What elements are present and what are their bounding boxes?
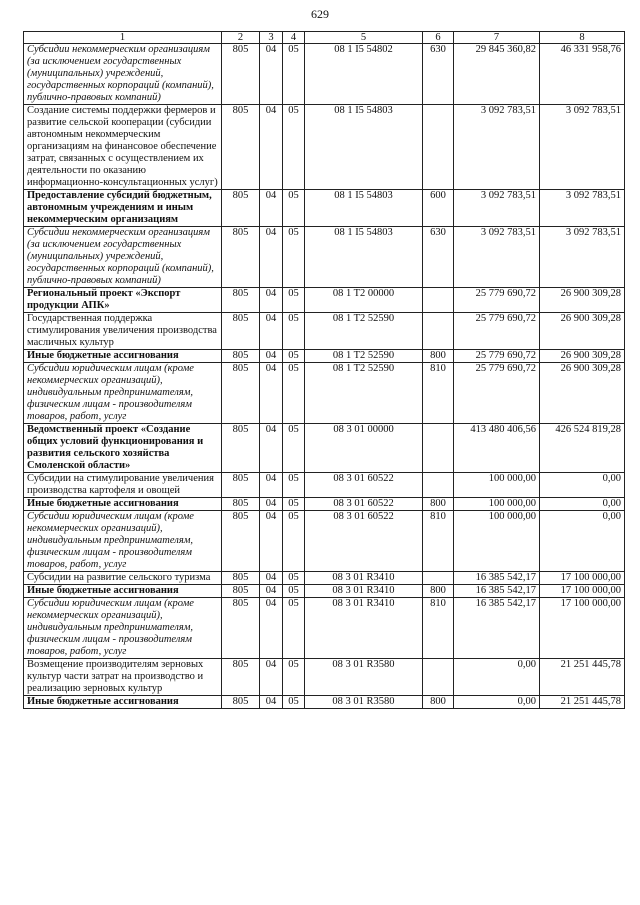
header-row bbox=[24, 32, 625, 44]
section-code-cell: 04 bbox=[260, 190, 283, 227]
item-name-cell: Региональный проект «Экспорт продукции АПК» bbox=[24, 288, 222, 313]
section-code-cell: 04 bbox=[260, 585, 283, 598]
table-row bbox=[24, 105, 625, 190]
target-article-cell: 08 1 I5 54803 bbox=[305, 227, 423, 288]
amount-year-2-cell: 17 100 000,00 bbox=[540, 585, 625, 598]
item-name-cell: Предоставление субсидий бюджетным, автономным учреждениям и иным некоммерческим организациям bbox=[24, 190, 222, 227]
table-row bbox=[24, 190, 625, 227]
subsection-code-cell: 05 bbox=[283, 511, 305, 572]
item-name-cell: Иные бюджетные ассигнования bbox=[24, 350, 222, 363]
amount-year-1-cell: 25 779 690,72 bbox=[454, 288, 540, 313]
amount-year-1-cell: 16 385 542,17 bbox=[454, 572, 540, 585]
table-row bbox=[24, 498, 625, 511]
admin-code-cell: 805 bbox=[222, 105, 260, 190]
amount-year-1-cell: 16 385 542,17 bbox=[454, 585, 540, 598]
amount-year-1-cell: 3 092 783,51 bbox=[454, 190, 540, 227]
amount-year-2-cell: 26 900 309,28 bbox=[540, 288, 625, 313]
header-cell: 4 bbox=[283, 32, 305, 44]
subsection-code-cell: 05 bbox=[283, 498, 305, 511]
target-article-cell: 08 3 01 R3580 bbox=[305, 659, 423, 696]
amount-year-2-cell: 3 092 783,51 bbox=[540, 190, 625, 227]
admin-code-cell: 805 bbox=[222, 585, 260, 598]
expense-type-cell: 810 bbox=[423, 511, 454, 572]
header-cell: 8 bbox=[540, 32, 625, 44]
section-code-cell: 04 bbox=[260, 44, 283, 105]
amount-year-1-cell: 0,00 bbox=[454, 659, 540, 696]
amount-year-2-cell: 26 900 309,28 bbox=[540, 350, 625, 363]
expense-type-cell bbox=[423, 659, 454, 696]
admin-code-cell: 805 bbox=[222, 598, 260, 659]
table-row bbox=[24, 227, 625, 288]
admin-code-cell: 805 bbox=[222, 350, 260, 363]
section-code-cell: 04 bbox=[260, 105, 283, 190]
expense-type-cell: 810 bbox=[423, 363, 454, 424]
expense-type-cell: 810 bbox=[423, 598, 454, 659]
section-code-cell: 04 bbox=[260, 572, 283, 585]
table-row bbox=[24, 350, 625, 363]
table-row bbox=[24, 598, 625, 659]
admin-code-cell: 805 bbox=[222, 659, 260, 696]
target-article-cell: 08 1 T2 52590 bbox=[305, 313, 423, 350]
header-cell: 2 bbox=[222, 32, 260, 44]
amount-year-2-cell: 17 100 000,00 bbox=[540, 598, 625, 659]
amount-year-1-cell: 100 000,00 bbox=[454, 473, 540, 498]
subsection-code-cell: 05 bbox=[283, 424, 305, 473]
admin-code-cell: 805 bbox=[222, 363, 260, 424]
section-code-cell: 04 bbox=[260, 696, 283, 709]
section-code-cell: 04 bbox=[260, 227, 283, 288]
amount-year-2-cell: 0,00 bbox=[540, 473, 625, 498]
admin-code-cell: 805 bbox=[222, 227, 260, 288]
admin-code-cell: 805 bbox=[222, 190, 260, 227]
header-cell: 1 bbox=[24, 32, 222, 44]
subsection-code-cell: 05 bbox=[283, 598, 305, 659]
amount-year-1-cell: 100 000,00 bbox=[454, 498, 540, 511]
table-row bbox=[24, 473, 625, 498]
admin-code-cell: 805 bbox=[222, 44, 260, 105]
target-article-cell: 08 1 T2 52590 bbox=[305, 363, 423, 424]
table-row bbox=[24, 363, 625, 424]
expense-type-cell: 800 bbox=[423, 696, 454, 709]
subsection-code-cell: 05 bbox=[283, 313, 305, 350]
table-row bbox=[24, 696, 625, 709]
expense-type-cell bbox=[423, 105, 454, 190]
item-name-cell: Иные бюджетные ассигнования bbox=[24, 585, 222, 598]
table-row bbox=[24, 659, 625, 696]
header-cell: 3 bbox=[260, 32, 283, 44]
section-code-cell: 04 bbox=[260, 313, 283, 350]
expense-type-cell bbox=[423, 288, 454, 313]
item-name-cell: Субсидии юридическим лицам (кроме некоммерческих организаций), индивидуальным предпринимателям, физическим лицам - производителям товаров, работ, услуг bbox=[24, 363, 222, 424]
section-code-cell: 04 bbox=[260, 473, 283, 498]
admin-code-cell: 805 bbox=[222, 313, 260, 350]
target-article-cell: 08 3 01 00000 bbox=[305, 424, 423, 473]
admin-code-cell: 805 bbox=[222, 572, 260, 585]
admin-code-cell: 805 bbox=[222, 511, 260, 572]
subsection-code-cell: 05 bbox=[283, 585, 305, 598]
admin-code-cell: 805 bbox=[222, 696, 260, 709]
header-cell: 7 bbox=[454, 32, 540, 44]
section-code-cell: 04 bbox=[260, 363, 283, 424]
amount-year-1-cell: 413 480 406,56 bbox=[454, 424, 540, 473]
table-row bbox=[24, 288, 625, 313]
item-name-cell: Государственная поддержка стимулирования увеличения производства масличных культур bbox=[24, 313, 222, 350]
target-article-cell: 08 3 01 60522 bbox=[305, 498, 423, 511]
admin-code-cell: 805 bbox=[222, 473, 260, 498]
header-cell: 5 bbox=[305, 32, 423, 44]
amount-year-2-cell: 3 092 783,51 bbox=[540, 227, 625, 288]
item-name-cell: Субсидии некоммерческим организациям (за исключением государственных (муниципальных) учреждений, государственных корпораций (компаний), публично-правовых компаний) bbox=[24, 44, 222, 105]
amount-year-1-cell: 25 779 690,72 bbox=[454, 313, 540, 350]
expense-type-cell: 800 bbox=[423, 585, 454, 598]
amount-year-1-cell: 100 000,00 bbox=[454, 511, 540, 572]
item-name-cell: Субсидии некоммерческим организациям (за исключением государственных (муниципальных) учреждений, государственных корпораций (компаний), публично-правовых компаний) bbox=[24, 227, 222, 288]
admin-code-cell: 805 bbox=[222, 498, 260, 511]
amount-year-2-cell: 3 092 783,51 bbox=[540, 105, 625, 190]
subsection-code-cell: 05 bbox=[283, 105, 305, 190]
amount-year-1-cell: 16 385 542,17 bbox=[454, 598, 540, 659]
admin-code-cell: 805 bbox=[222, 288, 260, 313]
subsection-code-cell: 05 bbox=[283, 572, 305, 585]
section-code-cell: 04 bbox=[260, 350, 283, 363]
subsection-code-cell: 05 bbox=[283, 363, 305, 424]
amount-year-2-cell: 46 331 958,76 bbox=[540, 44, 625, 105]
target-article-cell: 08 1 I5 54802 bbox=[305, 44, 423, 105]
amount-year-2-cell: 0,00 bbox=[540, 511, 625, 572]
amount-year-2-cell: 426 524 819,28 bbox=[540, 424, 625, 473]
budget-table bbox=[23, 31, 625, 709]
subsection-code-cell: 05 bbox=[283, 227, 305, 288]
expense-type-cell: 630 bbox=[423, 44, 454, 105]
item-name-cell: Субсидии юридическим лицам (кроме некоммерческих организаций), индивидуальным предпринимателям, физическим лицам - производителям товаров, работ, услуг bbox=[24, 598, 222, 659]
table-row bbox=[24, 585, 625, 598]
header-cell: 6 bbox=[423, 32, 454, 44]
target-article-cell: 08 1 I5 54803 bbox=[305, 190, 423, 227]
subsection-code-cell: 05 bbox=[283, 696, 305, 709]
item-name-cell: Создание системы поддержки фермеров и развитие сельской кооперации (субсидии автономным некоммерческим организациям на финансовое обеспечение затрат, связанных с осуществлением их деятельности по оказанию информационно-консультационных услуг) bbox=[24, 105, 222, 190]
section-code-cell: 04 bbox=[260, 498, 283, 511]
section-code-cell: 04 bbox=[260, 424, 283, 473]
table-row bbox=[24, 424, 625, 473]
section-code-cell: 04 bbox=[260, 598, 283, 659]
subsection-code-cell: 05 bbox=[283, 350, 305, 363]
amount-year-1-cell: 3 092 783,51 bbox=[454, 105, 540, 190]
table-row bbox=[24, 511, 625, 572]
amount-year-1-cell: 29 845 360,82 bbox=[454, 44, 540, 105]
subsection-code-cell: 05 bbox=[283, 190, 305, 227]
item-name-cell: Возмещение производителям зерновых культур части затрат на производство и реализацию зерновых культур bbox=[24, 659, 222, 696]
target-article-cell: 08 1 T2 00000 bbox=[305, 288, 423, 313]
subsection-code-cell: 05 bbox=[283, 44, 305, 105]
amount-year-2-cell: 26 900 309,28 bbox=[540, 363, 625, 424]
subsection-code-cell: 05 bbox=[283, 288, 305, 313]
expense-type-cell bbox=[423, 313, 454, 350]
item-name-cell: Субсидии на развитие сельского туризма bbox=[24, 572, 222, 585]
amount-year-2-cell: 21 251 445,78 bbox=[540, 659, 625, 696]
expense-type-cell: 630 bbox=[423, 227, 454, 288]
expense-type-cell: 800 bbox=[423, 498, 454, 511]
amount-year-2-cell: 17 100 000,00 bbox=[540, 572, 625, 585]
expense-type-cell: 600 bbox=[423, 190, 454, 227]
item-name-cell: Субсидии юридическим лицам (кроме некоммерческих организаций), индивидуальным предпринимателям, физическим лицам - производителям товаров, работ, услуг bbox=[24, 511, 222, 572]
subsection-code-cell: 05 bbox=[283, 659, 305, 696]
table-row bbox=[24, 313, 625, 350]
expense-type-cell: 800 bbox=[423, 350, 454, 363]
page-number: 629 bbox=[311, 7, 329, 21]
target-article-cell: 08 3 01 60522 bbox=[305, 511, 423, 572]
amount-year-1-cell: 0,00 bbox=[454, 696, 540, 709]
amount-year-2-cell: 0,00 bbox=[540, 498, 625, 511]
target-article-cell: 08 1 I5 54803 bbox=[305, 105, 423, 190]
target-article-cell: 08 3 01 R3410 bbox=[305, 598, 423, 659]
target-article-cell: 08 3 01 R3410 bbox=[305, 572, 423, 585]
item-name-cell: Иные бюджетные ассигнования bbox=[24, 498, 222, 511]
expense-type-cell bbox=[423, 424, 454, 473]
amount-year-1-cell: 3 092 783,51 bbox=[454, 227, 540, 288]
expense-type-cell bbox=[423, 473, 454, 498]
target-article-cell: 08 1 T2 52590 bbox=[305, 350, 423, 363]
amount-year-1-cell: 25 779 690,72 bbox=[454, 350, 540, 363]
item-name-cell: Субсидии на стимулирование увеличения производства картофеля и овощей bbox=[24, 473, 222, 498]
table-row bbox=[24, 44, 625, 105]
section-code-cell: 04 bbox=[260, 659, 283, 696]
item-name-cell: Иные бюджетные ассигнования bbox=[24, 696, 222, 709]
amount-year-1-cell: 25 779 690,72 bbox=[454, 363, 540, 424]
target-article-cell: 08 3 01 R3580 bbox=[305, 696, 423, 709]
section-code-cell: 04 bbox=[260, 288, 283, 313]
admin-code-cell: 805 bbox=[222, 424, 260, 473]
target-article-cell: 08 3 01 60522 bbox=[305, 473, 423, 498]
amount-year-2-cell: 26 900 309,28 bbox=[540, 313, 625, 350]
item-name-cell: Ведомственный проект «Создание общих условий функционирования и развития сельского хозяйства Смоленской области» bbox=[24, 424, 222, 473]
target-article-cell: 08 3 01 R3410 bbox=[305, 585, 423, 598]
table-row bbox=[24, 572, 625, 585]
amount-year-2-cell: 21 251 445,78 bbox=[540, 696, 625, 709]
expense-type-cell bbox=[423, 572, 454, 585]
section-code-cell: 04 bbox=[260, 511, 283, 572]
subsection-code-cell: 05 bbox=[283, 473, 305, 498]
